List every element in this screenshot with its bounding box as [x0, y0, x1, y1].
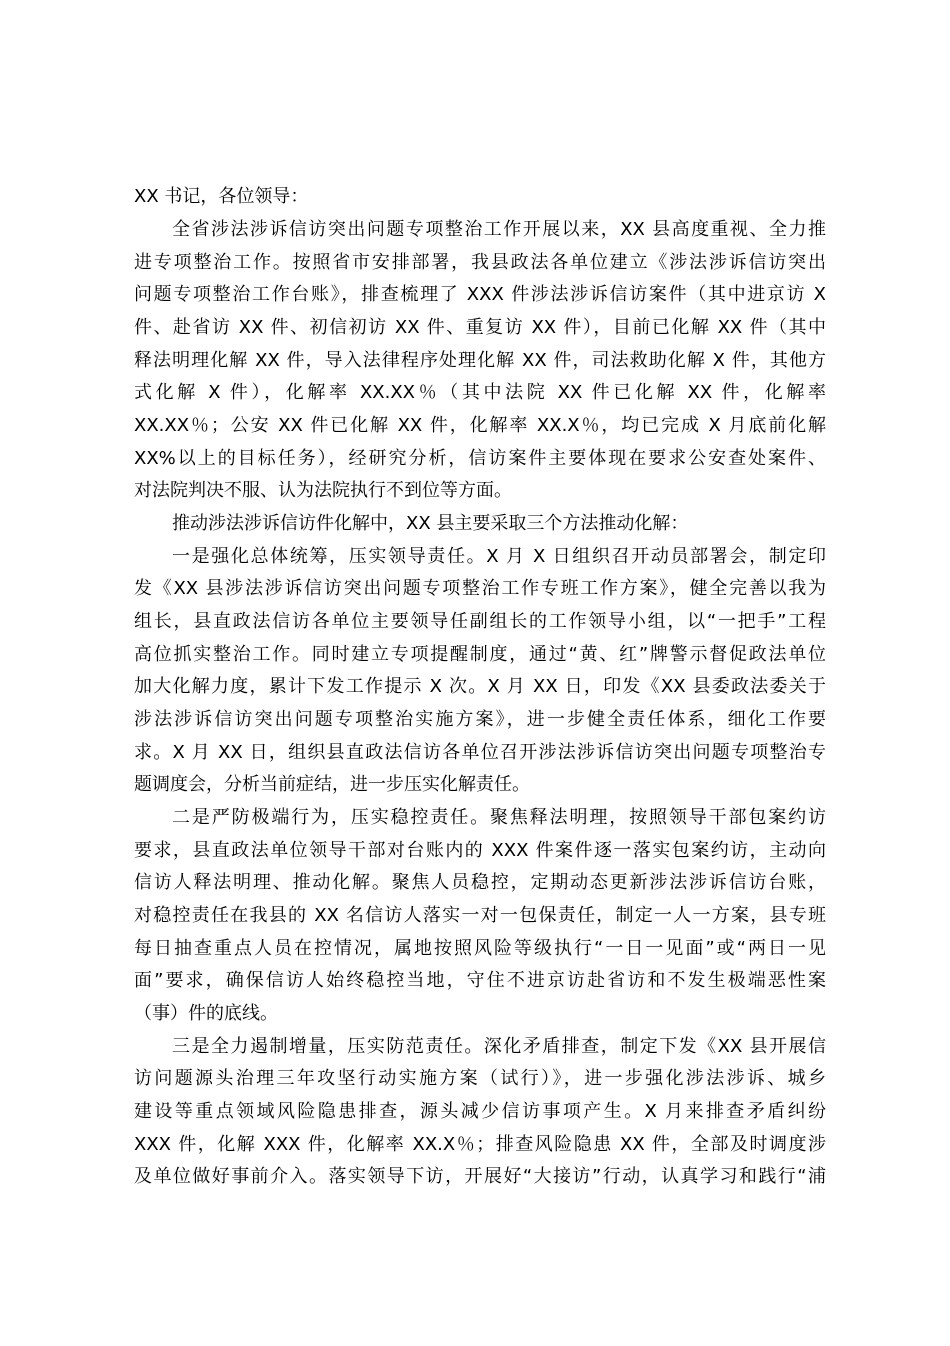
- paragraph-3-line-6: 涉法涉诉信访突出问题专项整治实施方案》，进一步健全责任体系，细化工作要: [134, 709, 826, 730]
- paragraph-1-line-7: XX.XX％；公安 XX 件已化解 XX 件，化解率 XX.X％，均已完成 X 月底前化解: [134, 415, 826, 436]
- paragraph-1-line-5: 释法明理化解 XX 件，导入法律程序处理化解 XX 件，司法救助化解 X 件，其他方: [134, 350, 826, 371]
- paragraph-3-line-3: 组长，县直政法信访各单位主要领导任副组长的工作领导小组，以“一把手”工程: [134, 611, 826, 632]
- paragraph-1-line-4: 件、赴省访 XX 件、初信初访 XX 件、重复访 XX 件），目前已化解 XX 件（其中: [134, 317, 826, 338]
- paragraph-5-line-1: 三是全力遏制增量，压实防范责任。深化矛盾排查，制定下发《XX 县开展信: [172, 1036, 826, 1057]
- paragraph-4-line-4: 对稳控责任在我县的 XX 名信访人落实一对一包保责任，制定一人一方案，县专班: [134, 905, 826, 926]
- paragraph-4-line-5: 每日抽查重点人员在控情况，属地按照风险等级执行“一日一见面”或“两日一见: [134, 938, 826, 959]
- paragraph-4-line-6: 面”要求，确保信访人始终稳控当地，守住不进京访赴省访和不发生极端恶性案: [134, 970, 826, 991]
- paragraph-4-line-1: 二是严防极端行为，压实稳控责任。聚焦释法明理，按照领导干部包案约访: [172, 807, 826, 828]
- paragraph-1-line-6: 式化解 X 件），化解率 XX.XX％（其中法院 XX 件已化解 XX 件，化解率: [134, 382, 826, 403]
- paragraph-1-line-8: XX%以上的目标任务），经研究分析，信访案件主要体现在要求公安查处案件、: [134, 448, 826, 469]
- paragraph-5-line-4: XXX 件，化解 XXX 件，化解率 XX.X％；排查风险隐患 XX 件，全部及时调度涉: [134, 1134, 826, 1155]
- paragraph-3-line-1: 一是强化总体统筹，压实领导责任。X 月 X 日组织召开动员部署会，制定印: [172, 546, 826, 567]
- paragraph-4-line-2: 要求，县直政法单位领导干部对台账内的 XXX 件案件逐一落实包案约访，主动向: [134, 840, 826, 861]
- paragraph-2-line-1: 推动涉法涉诉信访件化解中，XX 县主要采取三个方法推动化解：: [172, 513, 689, 534]
- paragraph-5-line-3: 建设等重点领域风险隐患排查，源头减少信访事项产生。X 月来排查矛盾纠纷: [134, 1101, 826, 1122]
- paragraph-3-line-7: 求。X 月 XX 日，组织县直政法信访各单位召开涉法涉诉信访突出问题专项整治专: [134, 742, 826, 763]
- paragraph-4-line-7: （事）件的底线。: [134, 1003, 278, 1024]
- paragraph-5-line-2: 访问题源头治理三年攻坚行动实施方案（试行）》，进一步强化涉法涉诉、城乡: [134, 1068, 826, 1089]
- paragraph-1-line-1: 全省涉法涉诉信访突出问题专项整治工作开展以来，XX 县高度重视、全力推: [172, 219, 826, 240]
- paragraph-3-line-5: 加大化解力度，累计下发工作提示 X 次。X 月 XX 日，印发《XX 县委政法委关于: [134, 676, 826, 697]
- paragraph-1-line-2: 进专项整治工作。按照省市安排部署，我县政法各单位建立《涉法涉诉信访突出: [134, 252, 826, 273]
- paragraph-4-line-3: 信访人释法明理、推动化解。聚焦人员稳控，定期动态更新涉法涉诉信访台账，: [134, 872, 826, 893]
- paragraph-1-line-9: 对法院判决不服、认为法院执行不到位等方面。: [134, 480, 512, 501]
- paragraph-5-line-5: 及单位做好事前介入。落实领导下访，开展好“大接访”行动，认真学习和践行“浦: [134, 1166, 826, 1187]
- paragraph-1-line-3: 问题专项整治工作台账》，排查梳理了 XXX 件涉法涉诉信访案件（其中进京访 X: [134, 284, 826, 305]
- paragraph-3-line-2: 发《XX 县涉法涉诉信访突出问题专项整治工作专班工作方案》，健全完善以我为: [134, 578, 826, 599]
- paragraph-3-line-8: 题调度会，分析当前症结，进一步压实化解责任。: [134, 774, 530, 795]
- paragraph-3-line-4: 高位抓实整治工作。同时建立专项提醒制度，通过“黄、红”牌警示督促政法单位: [134, 644, 826, 665]
- salutation-line: XX 书记，各位领导：: [134, 186, 309, 207]
